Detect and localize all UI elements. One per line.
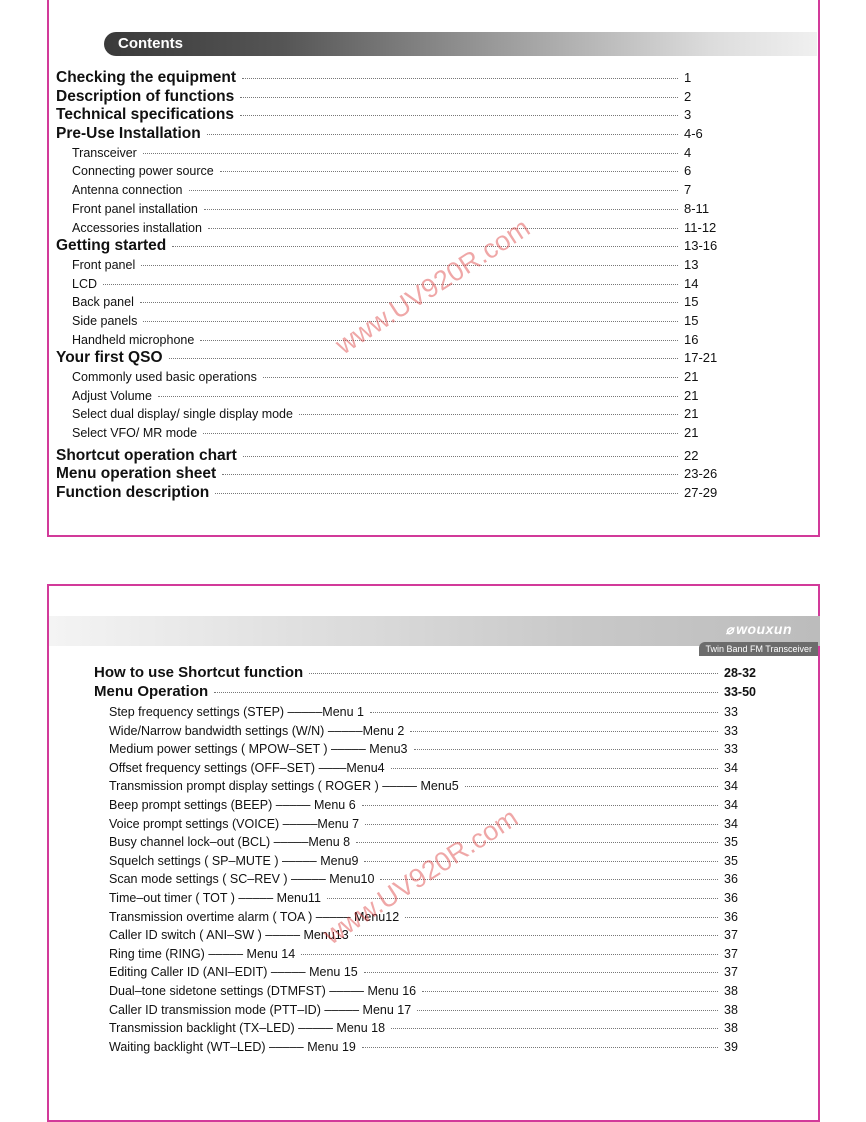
toc-dot-leader: [240, 115, 678, 116]
toc-entry-title: Front panel installation: [72, 201, 198, 216]
toc-entry-page: 36: [724, 890, 738, 905]
toc-dot-leader: [370, 712, 718, 713]
toc-entry-title: Getting started: [56, 237, 167, 255]
brand-tagline: Twin Band FM Transceiver: [699, 642, 818, 656]
toc-entry-title: Handheld microphone: [72, 332, 195, 347]
toc-subsection-entry[interactable]: [94, 982, 762, 1001]
toc-entry-page: 15: [684, 294, 699, 310]
toc-entry-title: Caller ID switch ( ANI–SW ) ––––– Menu13: [109, 928, 349, 943]
toc-entry-page: 13-16: [684, 238, 718, 254]
toc-dot-leader: [203, 433, 678, 434]
toc-subsection-entry[interactable]: [94, 759, 762, 778]
toc-dot-leader: [200, 340, 678, 341]
toc-entry-title: Squelch settings ( SP–MUTE ) ––––– Menu9: [109, 853, 359, 868]
toc-dot-leader: [417, 1010, 718, 1011]
toc-dot-leader: [172, 246, 678, 247]
toc-entry-page: 6: [684, 163, 692, 179]
toc-entry-title: LCD: [72, 276, 98, 291]
toc-subsection-entry[interactable]: [94, 740, 762, 759]
watermark: www.UV920R.com: [318, 802, 524, 951]
toc-section-entry[interactable]: [56, 125, 724, 144]
toc-entry-page: 16: [684, 331, 699, 347]
toc-subsection-entry[interactable]: [94, 963, 762, 982]
toc-entry-page: 2: [684, 88, 692, 104]
toc-entry-title: Transmission overtime alarm ( TOA ) ––––– Menu12: [109, 909, 400, 924]
toc-entry-page: 34: [724, 760, 738, 775]
toc-entry-page: 11-12: [684, 219, 717, 235]
toc-dot-leader: [380, 879, 718, 880]
toc-entry-title: Adjust Volume: [72, 388, 152, 403]
toc-entry-title: Technical specifications: [56, 106, 235, 124]
toc-section-entry[interactable]: [56, 237, 724, 256]
toc-dot-leader: [143, 153, 678, 154]
toc-dot-leader: [215, 493, 678, 494]
toc-entry-page: 34: [724, 779, 738, 794]
toc-entry-title: Back panel: [72, 295, 134, 310]
toc-subsection-entry[interactable]: [94, 703, 762, 722]
toc-dot-leader: [141, 265, 678, 266]
toc-dot-leader: [405, 917, 718, 918]
toc-entry-title: Voice prompt settings (VOICE) –––––Menu 7: [109, 816, 360, 831]
toc-dot-leader: [158, 396, 678, 397]
toc-entry-title: Transmission prompt display settings ( ROGER ) ––––– Menu5: [109, 779, 459, 794]
toc-dot-leader: [299, 414, 678, 415]
toc-entry-page: 33: [724, 705, 738, 719]
toc-entry-title: Caller ID transmission mode (PTT–ID) ––––– Menu 17: [109, 1002, 412, 1017]
toc-entry-title: Time–out timer ( TOT ) ––––– Menu11: [109, 890, 321, 905]
toc-entry-page: 22: [684, 447, 699, 463]
toc-subsection-entry[interactable]: [94, 796, 762, 815]
toc-dot-leader: [204, 209, 678, 210]
toc-entry-page: 37: [724, 965, 738, 980]
contents-header-bar: [104, 32, 817, 56]
toc-entry-title: Transmission backlight (TX–LED) ––––– Menu 18: [109, 1021, 386, 1036]
toc-list-page-2: [94, 663, 762, 1056]
toc-entry-title: Ring time (RING) ––––– Menu 14: [109, 946, 296, 961]
toc-dot-leader: [207, 134, 678, 135]
toc-entry-title: Medium power settings ( MPOW–SET ) ––––– Menu3: [109, 742, 408, 757]
toc-entry-title: Menu Operation: [94, 683, 209, 700]
toc-dot-leader: [465, 786, 718, 787]
toc-section-entry[interactable]: [94, 682, 762, 701]
toc-dot-leader: [356, 842, 718, 843]
toc-entry-title: Beep prompt settings (BEEP) ––––– Menu 6: [109, 797, 356, 812]
toc-subsection-entry[interactable]: [94, 870, 762, 889]
toc-subsection-entry[interactable]: [94, 815, 762, 834]
toc-subsection-entry[interactable]: [94, 777, 762, 796]
toc-subsection-entry[interactable]: [56, 162, 724, 181]
toc-entry-page: 21: [684, 387, 699, 403]
toc-entry-title: Antenna connection: [72, 183, 183, 198]
toc-subsection-entry[interactable]: [56, 312, 724, 331]
toc-subsection-entry[interactable]: [94, 945, 762, 964]
toc-entry-page: 3: [684, 107, 692, 123]
toc-entry-page: 33: [724, 723, 738, 738]
toc-entry-title: Busy channel lock–out (BCL) –––––Menu 8: [109, 835, 351, 850]
toc-entry-page: 8-11: [684, 200, 710, 216]
toc-entry-page: 1: [684, 70, 692, 85]
toc-subsection-entry[interactable]: [94, 908, 762, 927]
toc-subsection-entry[interactable]: [94, 1019, 762, 1038]
toc-dot-leader: [422, 991, 718, 992]
toc-section-entry[interactable]: [94, 663, 762, 682]
toc-subsection-entry[interactable]: [56, 256, 724, 275]
toc-dot-leader: [214, 692, 718, 693]
toc-dot-leader: [327, 898, 718, 899]
toc-subsection-entry[interactable]: [56, 368, 724, 387]
toc-entry-title: Wide/Narrow bandwidth settings (W/N) –––––Menu 2: [109, 723, 405, 738]
toc-entry-title: Transceiver: [72, 145, 137, 160]
toc-subsection-entry[interactable]: [56, 275, 724, 294]
toc-dot-leader: [240, 97, 678, 98]
toc-dot-leader: [208, 228, 678, 229]
toc-subsection-entry[interactable]: [94, 722, 762, 741]
toc-entry-title: Dual–tone sidetone settings (DTMFST) ––––– Menu 16: [109, 983, 417, 998]
toc-dot-leader: [243, 456, 678, 457]
toc-entry-page: 36: [724, 909, 738, 924]
toc-dot-leader: [140, 302, 678, 303]
toc-entry-title: Editing Caller ID (ANI–EDIT) ––––– Menu 15: [109, 965, 358, 980]
toc-entry-page: 27-29: [684, 485, 718, 501]
toc-entry-title: Pre-Use Installation: [56, 125, 201, 143]
toc-dot-leader: [263, 377, 678, 378]
toc-entry-title: Select dual display/ single display mode: [72, 407, 293, 422]
toc-dot-leader: [391, 1028, 718, 1029]
toc-entry-page: 21: [684, 369, 699, 384]
toc-subsection-entry[interactable]: [56, 181, 724, 200]
toc-entry-page: 33-50: [724, 685, 756, 699]
toc-entry-title: Select VFO/ MR mode: [72, 426, 198, 441]
toc-dot-leader: [309, 673, 718, 674]
contents-title: Contents: [118, 35, 183, 52]
toc-entry-page: 23-26: [684, 466, 718, 482]
toc-entry-page: 15: [684, 312, 699, 328]
toc-section-entry[interactable]: [56, 484, 724, 503]
toc-entry-title: Shortcut operation chart: [56, 446, 237, 464]
toc-dot-leader: [301, 954, 718, 955]
toc-dot-leader: [414, 749, 718, 750]
toc-dot-leader: [410, 731, 718, 732]
toc-entry-title: Function description: [56, 484, 210, 502]
toc-entry-page: 38: [724, 1021, 738, 1036]
toc-section-entry[interactable]: [56, 88, 724, 107]
toc-subsection-entry[interactable]: [56, 405, 724, 424]
toc-subsection-entry[interactable]: [56, 424, 724, 443]
toc-dot-leader: [189, 190, 678, 191]
toc-dot-leader: [364, 861, 718, 862]
toc-entry-title: Side panels: [72, 313, 138, 328]
brand-logo-text: wouxun: [736, 621, 792, 637]
toc-dot-leader: [242, 78, 678, 79]
brand-logo: [726, 621, 792, 638]
toc-entry-page: 33: [724, 742, 738, 757]
toc-entry-page: 17-21: [684, 350, 718, 366]
toc-entry-page: 21: [684, 406, 699, 422]
toc-entry-page: 14: [684, 275, 699, 291]
toc-dot-leader: [143, 321, 678, 322]
toc-dot-leader: [169, 358, 678, 359]
toc-subsection-entry[interactable]: [56, 293, 724, 312]
toc-subsection-entry[interactable]: [94, 1001, 762, 1020]
toc-subsection-entry[interactable]: [94, 926, 762, 945]
watermark: www.UV920R.com: [330, 212, 536, 361]
toc-subsection-entry[interactable]: [56, 200, 724, 219]
toc-entry-title: Commonly used basic operations: [72, 370, 257, 384]
toc-section-entry[interactable]: [56, 69, 724, 88]
toc-entry-page: 39: [724, 1039, 738, 1054]
toc-entry-title: How to use Shortcut function: [94, 664, 304, 681]
toc-entry-title: Offset frequency settings (OFF–SET) ––––Menu4: [109, 760, 385, 775]
toc-entry-title: Checking the equipment: [56, 69, 236, 86]
toc-entry-page: 34: [724, 816, 738, 831]
toc-subsection-entry[interactable]: [56, 219, 724, 238]
toc-entry-page: 4-6: [684, 126, 703, 142]
toc-dot-leader: [222, 474, 678, 475]
toc-subsection-entry[interactable]: [94, 833, 762, 852]
toc-dot-leader: [364, 972, 718, 973]
toc-entry-page: 38: [724, 1002, 738, 1017]
toc-entry-page: 37: [724, 928, 738, 943]
toc-entry-title: Your first QSO: [56, 349, 163, 367]
toc-section-entry[interactable]: [56, 106, 724, 125]
toc-dot-leader: [220, 171, 678, 172]
toc-entry-title: Waiting backlight (WT–LED) ––––– Menu 19: [109, 1039, 356, 1054]
toc-entry-title: Connecting power source: [72, 164, 214, 179]
brand-logo-icon: ⌀: [725, 622, 735, 637]
toc-section-entry[interactable]: [56, 447, 724, 466]
toc-entry-title: Description of functions: [56, 87, 235, 105]
toc-dot-leader: [362, 805, 718, 806]
toc-subsection-entry[interactable]: [56, 331, 724, 350]
toc-entry-page: 37: [724, 946, 738, 961]
toc-dot-leader: [365, 824, 718, 825]
toc-list-page-1: [56, 69, 724, 503]
toc-entry-title: Front panel: [72, 257, 136, 272]
toc-entry-page: 38: [724, 983, 738, 998]
toc-entry-page: 34: [724, 797, 738, 812]
toc-entry-page: 36: [724, 872, 738, 887]
toc-subsection-entry[interactable]: [56, 387, 724, 406]
toc-section-entry[interactable]: [56, 349, 724, 368]
toc-entry-page: 7: [684, 182, 692, 198]
toc-entry-title: Accessories installation: [72, 220, 202, 235]
toc-entry-title: Menu operation sheet: [56, 465, 217, 483]
toc-entry-title: Scan mode settings ( SC–REV ) ––––– Menu10: [109, 872, 375, 887]
toc-subsection-entry[interactable]: [94, 889, 762, 908]
toc-subsection-entry[interactable]: [94, 1038, 762, 1057]
toc-dot-leader: [362, 1047, 718, 1048]
toc-entry-page: 21: [684, 425, 699, 441]
toc-entry-page: 13: [684, 256, 699, 272]
toc-section-entry[interactable]: [56, 465, 724, 484]
toc-subsection-entry[interactable]: [56, 144, 724, 163]
toc-entry-page: 35: [724, 835, 738, 850]
toc-entry-title: Step frequency settings (STEP) –––––Menu 1: [109, 705, 365, 719]
toc-dot-leader: [391, 768, 718, 769]
toc-dot-leader: [103, 284, 678, 285]
toc-entry-page: 28-32: [724, 666, 756, 680]
toc-subsection-entry[interactable]: [94, 852, 762, 871]
toc-entry-page: 4: [684, 144, 692, 160]
toc-dot-leader: [355, 935, 718, 936]
toc-entry-page: 35: [724, 853, 738, 868]
